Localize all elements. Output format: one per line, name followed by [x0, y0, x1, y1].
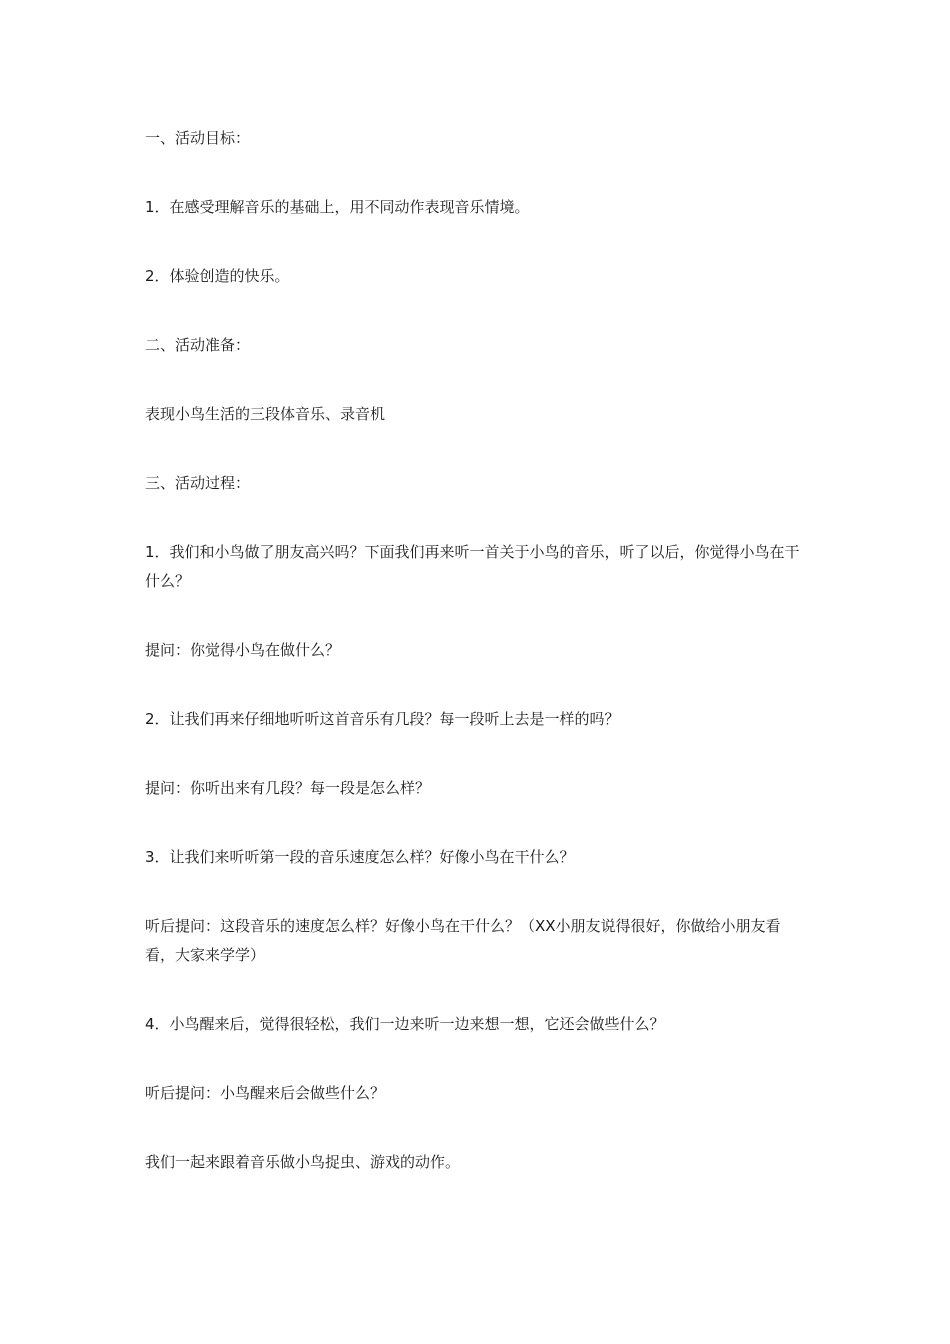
process-step-1: 1．我们和小鸟做了朋友高兴吗？下面我们再来听一首关于小鸟的音乐，听了以后，你觉得小鸟在干什么？	[145, 543, 800, 590]
process-question-3: 听后提问：这段音乐的速度怎么样？好像小鸟在干什么？（XX小朋友说得很好，你做给小朋友看看，大家来学学）	[145, 917, 781, 964]
section-heading-preparation: 二、活动准备：	[145, 336, 251, 354]
section-heading-process: 三、活动过程：	[145, 474, 251, 492]
goal-item-1: 1．在感受理解音乐的基础上，用不同动作表现音乐情境。	[145, 198, 530, 216]
document-body	[145, 124, 805, 1217]
process-step-4: 4．小鸟醒来后，觉得很轻松，我们一边来听一边来想一想，它还会做些什么？	[145, 1015, 665, 1033]
process-question-2: 提问：你听出来有几段？每一段是怎么样？	[145, 779, 431, 797]
section-heading-goals: 一、活动目标：	[145, 129, 251, 147]
goal-item-2: 2．体验创造的快乐。	[145, 267, 290, 285]
process-step-2: 2．让我们再来仔细地听听这首音乐有几段？每一段听上去是一样的吗？	[145, 710, 620, 728]
preparation-text: 表现小鸟生活的三段体音乐、录音机	[145, 405, 386, 423]
process-closing: 我们一起来跟着音乐做小鸟捉虫、游戏的动作。	[145, 1153, 461, 1171]
process-question-1: 提问：你觉得小鸟在做什么？	[145, 641, 341, 659]
process-question-4: 听后提问：小鸟醒来后会做些什么？	[145, 1084, 386, 1102]
process-step-3: 3．让我们来听听第一段的音乐速度怎么样？好像小鸟在干什么？	[145, 848, 575, 866]
